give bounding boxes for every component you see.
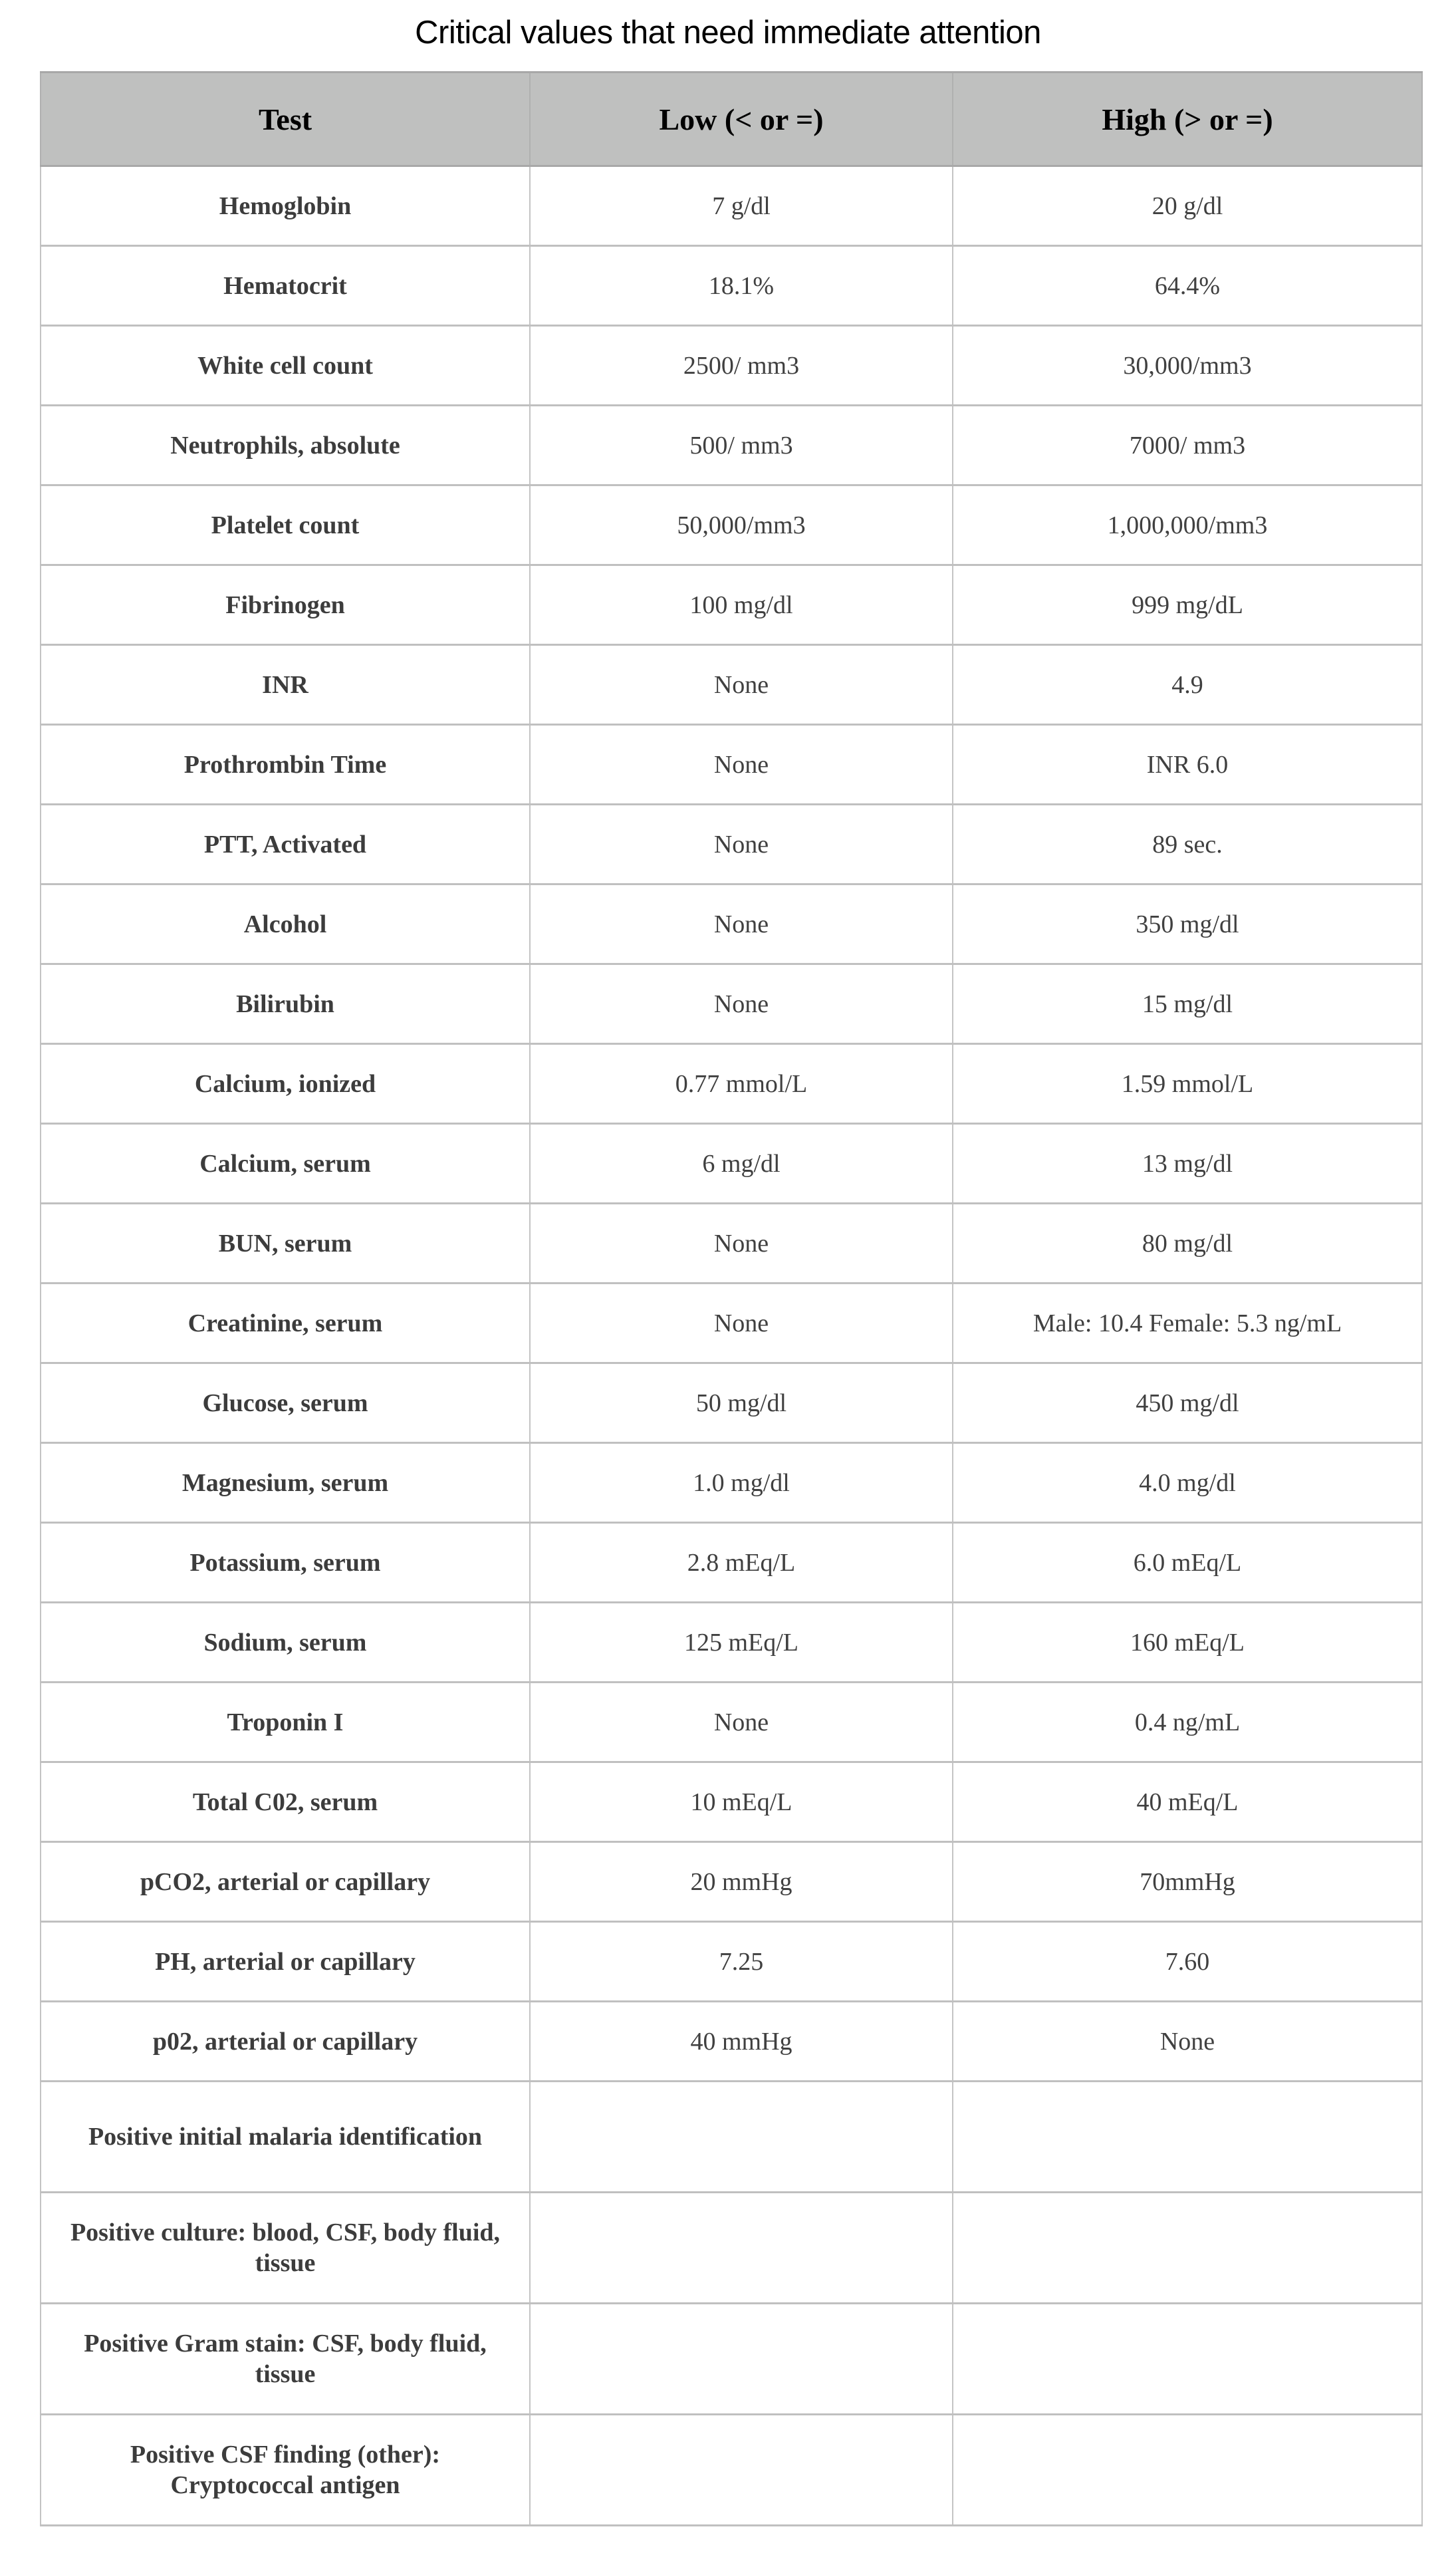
page-title: Critical values that need immediate attention xyxy=(415,15,1041,51)
low-value-cell: 500/ mm3 xyxy=(530,406,953,485)
low-value-cell xyxy=(530,2193,953,2304)
low-value-cell: 0.77 mmol/L xyxy=(530,1044,953,1124)
table-row xyxy=(41,246,1422,326)
test-cell: Creatinine, serum xyxy=(41,1284,530,1363)
test-cell: Positive Gram stain: CSF, body fluid, tissue xyxy=(41,2304,530,2415)
low-value-cell: 2.8 mEq/L xyxy=(530,1523,953,1603)
high-value-cell: INR 6.0 xyxy=(953,725,1422,805)
low-value-cell: 50 mg/dl xyxy=(530,1363,953,1443)
table-row xyxy=(41,884,1422,964)
low-value-cell xyxy=(530,2415,953,2526)
high-value-cell xyxy=(953,2415,1422,2526)
low-value-cell: 40 mmHg xyxy=(530,2002,953,2082)
high-value-cell: 1.59 mmol/L xyxy=(953,1044,1422,1124)
test-cell: Hemoglobin xyxy=(41,166,530,246)
low-value-cell: 125 mEq/L xyxy=(530,1603,953,1683)
low-value-cell: 6 mg/dl xyxy=(530,1124,953,1204)
test-cell: PH, arterial or capillary xyxy=(41,1922,530,2002)
high-value-cell: 1,000,000/mm3 xyxy=(953,485,1422,565)
column-header-test: Test xyxy=(41,72,530,166)
test-cell: Potassium, serum xyxy=(41,1523,530,1603)
test-cell: Troponin I xyxy=(41,1683,530,1762)
low-value-cell: 2500/ mm3 xyxy=(530,326,953,406)
table-row xyxy=(41,2002,1422,2082)
table-row xyxy=(41,645,1422,725)
high-value-cell: 160 mEq/L xyxy=(953,1603,1422,1683)
table-row xyxy=(41,725,1422,805)
high-value-cell: Male: 10.4 Female: 5.3 ng/mL xyxy=(953,1284,1422,1363)
test-cell: White cell count xyxy=(41,326,530,406)
low-value-cell: 50,000/mm3 xyxy=(530,485,953,565)
test-cell: pCO2, arterial or capillary xyxy=(41,1842,530,1922)
high-value-cell: 80 mg/dl xyxy=(953,1204,1422,1284)
high-value-cell: 15 mg/dl xyxy=(953,964,1422,1044)
low-value-cell: 1.0 mg/dl xyxy=(530,1443,953,1523)
high-value-cell: 999 mg/dL xyxy=(953,565,1422,645)
test-cell: Bilirubin xyxy=(41,964,530,1044)
low-value-cell: None xyxy=(530,1204,953,1284)
test-cell: Hematocrit xyxy=(41,246,530,326)
low-value-cell: 100 mg/dl xyxy=(530,565,953,645)
high-value-cell: 7.60 xyxy=(953,1922,1422,2002)
test-cell: Prothrombin Time xyxy=(41,725,530,805)
table-row xyxy=(41,326,1422,406)
table-row xyxy=(41,1284,1422,1363)
table-row xyxy=(41,166,1422,246)
table-row xyxy=(41,805,1422,884)
low-value-cell: None xyxy=(530,964,953,1044)
high-value-cell: 4.9 xyxy=(953,645,1422,725)
test-cell: BUN, serum xyxy=(41,1204,530,1284)
table-row xyxy=(41,2304,1422,2415)
test-cell: Neutrophils, absolute xyxy=(41,406,530,485)
table-row xyxy=(41,2415,1422,2526)
table-row xyxy=(41,1124,1422,1204)
table-header-row xyxy=(41,72,1422,166)
test-cell: Positive initial malaria identification xyxy=(41,2082,530,2193)
table-row xyxy=(41,1603,1422,1683)
high-value-cell xyxy=(953,2304,1422,2415)
low-value-cell: None xyxy=(530,1284,953,1363)
table-row xyxy=(41,964,1422,1044)
test-cell: Alcohol xyxy=(41,884,530,964)
test-cell: Calcium, ionized xyxy=(41,1044,530,1124)
high-value-cell: 7000/ mm3 xyxy=(953,406,1422,485)
table-row xyxy=(41,1204,1422,1284)
low-value-cell: 7 g/dl xyxy=(530,166,953,246)
high-value-cell: 0.4 ng/mL xyxy=(953,1683,1422,1762)
high-value-cell xyxy=(953,2193,1422,2304)
table-row xyxy=(41,1523,1422,1603)
low-value-cell: 20 mmHg xyxy=(530,1842,953,1922)
test-cell: Calcium, serum xyxy=(41,1124,530,1204)
table-row xyxy=(41,1363,1422,1443)
high-value-cell: 6.0 mEq/L xyxy=(953,1523,1422,1603)
table-row xyxy=(41,485,1422,565)
test-cell: Fibrinogen xyxy=(41,565,530,645)
high-value-cell: 70mmHg xyxy=(953,1842,1422,1922)
test-cell: Glucose, serum xyxy=(41,1363,530,1443)
test-cell: PTT, Activated xyxy=(41,805,530,884)
low-value-cell: 7.25 xyxy=(530,1922,953,2002)
table-row xyxy=(41,1683,1422,1762)
table-row xyxy=(41,2193,1422,2304)
high-value-cell: 20 g/dl xyxy=(953,166,1422,246)
test-cell: Total C02, serum xyxy=(41,1762,530,1842)
low-value-cell xyxy=(530,2082,953,2193)
table-row xyxy=(41,1443,1422,1523)
high-value-cell: 450 mg/dl xyxy=(953,1363,1422,1443)
test-cell: Sodium, serum xyxy=(41,1603,530,1683)
high-value-cell: 89 sec. xyxy=(953,805,1422,884)
test-cell: Positive culture: blood, CSF, body fluid, tissue xyxy=(41,2193,530,2304)
critical-values-table xyxy=(40,71,1423,2526)
table-row xyxy=(41,565,1422,645)
low-value-cell: 10 mEq/L xyxy=(530,1762,953,1842)
test-cell: p02, arterial or capillary xyxy=(41,2002,530,2082)
low-value-cell: None xyxy=(530,1683,953,1762)
table-row xyxy=(41,1762,1422,1842)
high-value-cell: 13 mg/dl xyxy=(953,1124,1422,1204)
high-value-cell: 4.0 mg/dl xyxy=(953,1443,1422,1523)
table-row xyxy=(41,1922,1422,2002)
high-value-cell: 64.4% xyxy=(953,246,1422,326)
low-value-cell: None xyxy=(530,645,953,725)
table-row xyxy=(41,2082,1422,2193)
test-cell: INR xyxy=(41,645,530,725)
high-value-cell: 30,000/mm3 xyxy=(953,326,1422,406)
column-header-high: High (> or =) xyxy=(953,72,1422,166)
low-value-cell: None xyxy=(530,805,953,884)
low-value-cell: None xyxy=(530,725,953,805)
low-value-cell: None xyxy=(530,884,953,964)
column-header-low: Low (< or =) xyxy=(530,72,953,166)
high-value-cell: None xyxy=(953,2002,1422,2082)
high-value-cell: 350 mg/dl xyxy=(953,884,1422,964)
low-value-cell xyxy=(530,2304,953,2415)
test-cell: Positive CSF finding (other): Cryptococcal antigen xyxy=(41,2415,530,2526)
table-row xyxy=(41,1842,1422,1922)
low-value-cell: 18.1% xyxy=(530,246,953,326)
high-value-cell xyxy=(953,2082,1422,2193)
test-cell: Magnesium, serum xyxy=(41,1443,530,1523)
test-cell: Platelet count xyxy=(41,485,530,565)
table-row xyxy=(41,1044,1422,1124)
table-row xyxy=(41,406,1422,485)
high-value-cell: 40 mEq/L xyxy=(953,1762,1422,1842)
